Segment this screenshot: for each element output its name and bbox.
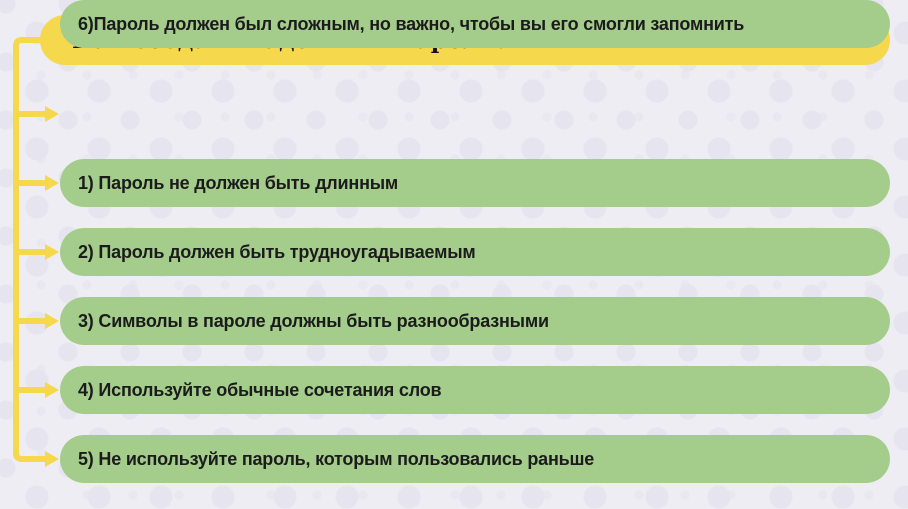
arrow-right-icon bbox=[45, 451, 59, 467]
list-item-label: 4) Используйте обычные сочетания слов bbox=[78, 379, 442, 400]
connector-branch-2 bbox=[16, 175, 59, 191]
connector-branch-4 bbox=[16, 313, 59, 329]
list-item-label: 1) Пароль не должен быть длинным bbox=[78, 172, 399, 193]
list-item-label: 5) Не используйте пароль, которым пользовались раньше bbox=[78, 448, 595, 469]
connector-branch-6 bbox=[45, 451, 59, 467]
connector-branch-5 bbox=[16, 382, 59, 398]
list-item-label: 2) Пароль должен быть трудноугадываемым bbox=[78, 241, 476, 262]
arrow-right-icon bbox=[45, 313, 59, 329]
list-item-label: 3) Символы в пароле должны быть разнообразными bbox=[78, 310, 549, 331]
arrow-right-icon bbox=[45, 244, 59, 260]
list-item bbox=[60, 366, 890, 414]
connector-branch-3 bbox=[16, 244, 59, 260]
arrow-right-icon bbox=[45, 382, 59, 398]
list-item bbox=[60, 228, 890, 276]
list-item bbox=[60, 0, 890, 48]
list-item bbox=[60, 435, 890, 483]
list-item-label: 6)Пароль должен был сложным, но важно, чтобы вы его смогли запомнить bbox=[78, 13, 745, 34]
arrow-right-icon bbox=[45, 175, 59, 191]
list-item bbox=[60, 297, 890, 345]
arrow-right-icon bbox=[45, 106, 59, 122]
connector-spine bbox=[16, 40, 46, 459]
list-item bbox=[60, 159, 890, 207]
connector-branch-1 bbox=[16, 106, 59, 122]
